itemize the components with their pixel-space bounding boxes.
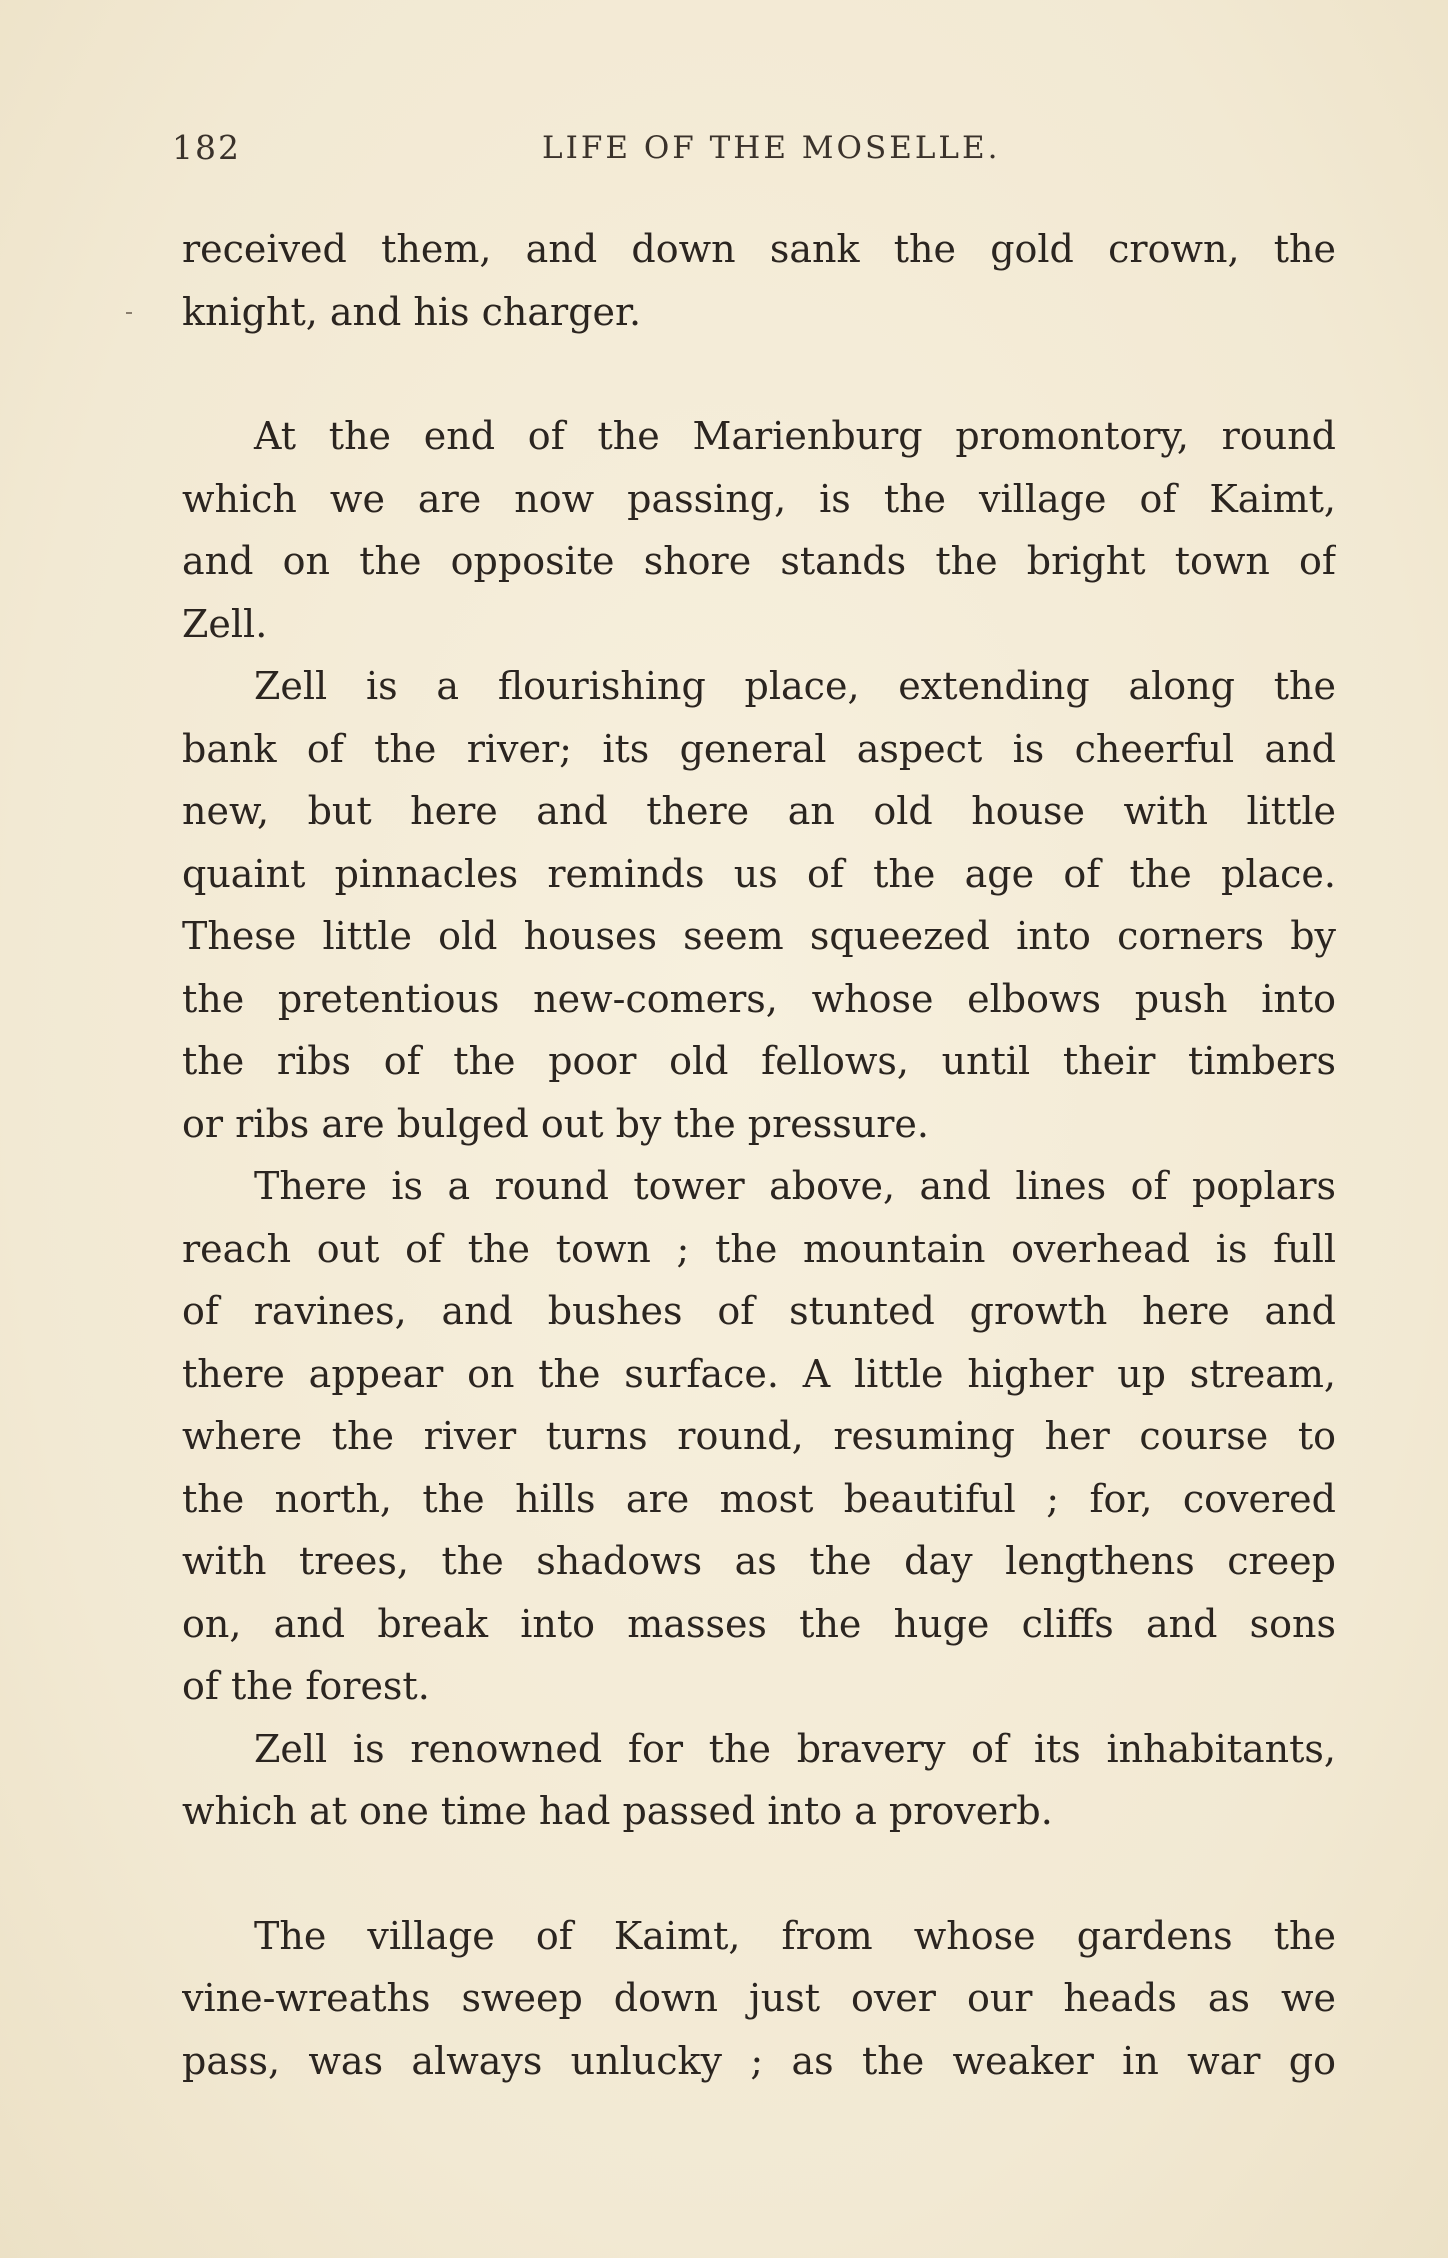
text-line: reach out of the town ; the mountain overhead is full (182, 1226, 1336, 1271)
text-line: on, and break into masses the huge cliffs and sons (182, 1601, 1336, 1646)
page-header (172, 128, 1332, 178)
text-line: Zell is renowned for the bravery of its inhabitants, (254, 1726, 1336, 1771)
text-line: received them, and down sank the gold crown, the (182, 227, 1336, 271)
margin-mark (126, 312, 132, 314)
text-line: quaint pinnacles reminds us of the age of the place. (182, 851, 1336, 896)
text-line: the north, the hills are most beautiful ; for, covered (182, 1476, 1336, 1521)
body-text (182, 218, 1336, 2092)
text-line: At the end of the Marienburg promontory, round (254, 414, 1336, 458)
text-line: of ravines, and bushes of stunted growth here and (182, 1289, 1336, 1333)
text-line: which at one time had passed into a proverb. (182, 1789, 1053, 1833)
text-line: The village of Kaimt, from whose gardens the (254, 1913, 1336, 1958)
text-line: with trees, the shadows as the day lengthens creep (182, 1539, 1336, 1583)
text-line: There is a round tower above, and lines of poplars (254, 1164, 1336, 1208)
text-line: Zell is a flourishing place, extending along the (254, 664, 1336, 708)
page-number: 182 (172, 128, 241, 167)
text-line: the pretentious new-comers, whose elbows push into (182, 976, 1336, 1021)
text-line: pass, was always unlucky ; as the weaker in war go (182, 2038, 1336, 2083)
text-line: bank of the river; its general aspect is cheerful and (182, 726, 1336, 771)
section-break (182, 1843, 1336, 1905)
text-line: knight, and his charger. (182, 289, 642, 334)
text-line: of the forest. (182, 1664, 430, 1708)
text-line: Zell. (182, 601, 268, 646)
text-line: These little old houses seem squeezed into corners by (182, 914, 1336, 958)
text-line: and on the opposite shore stands the bright town of (182, 539, 1336, 583)
running-head: LIFE OF THE MOSELLE. (542, 130, 1001, 166)
text-line: which we are now passing, is the village of Kaimt, (182, 476, 1336, 521)
section-break (182, 343, 1336, 405)
text-line: new, but here and there an old house with little (182, 789, 1336, 833)
text-line: there appear on the surface. A little higher up stream, (182, 1351, 1336, 1396)
text-line: or ribs are bulged out by the pressure. (182, 1101, 929, 1146)
text-line: the ribs of the poor old fellows, until their timbers (182, 1039, 1336, 1083)
text-line: vine-wreaths sweep down just over our heads as we (182, 1976, 1336, 2020)
text-line: where the river turns round, resuming her course to (182, 1414, 1336, 1458)
